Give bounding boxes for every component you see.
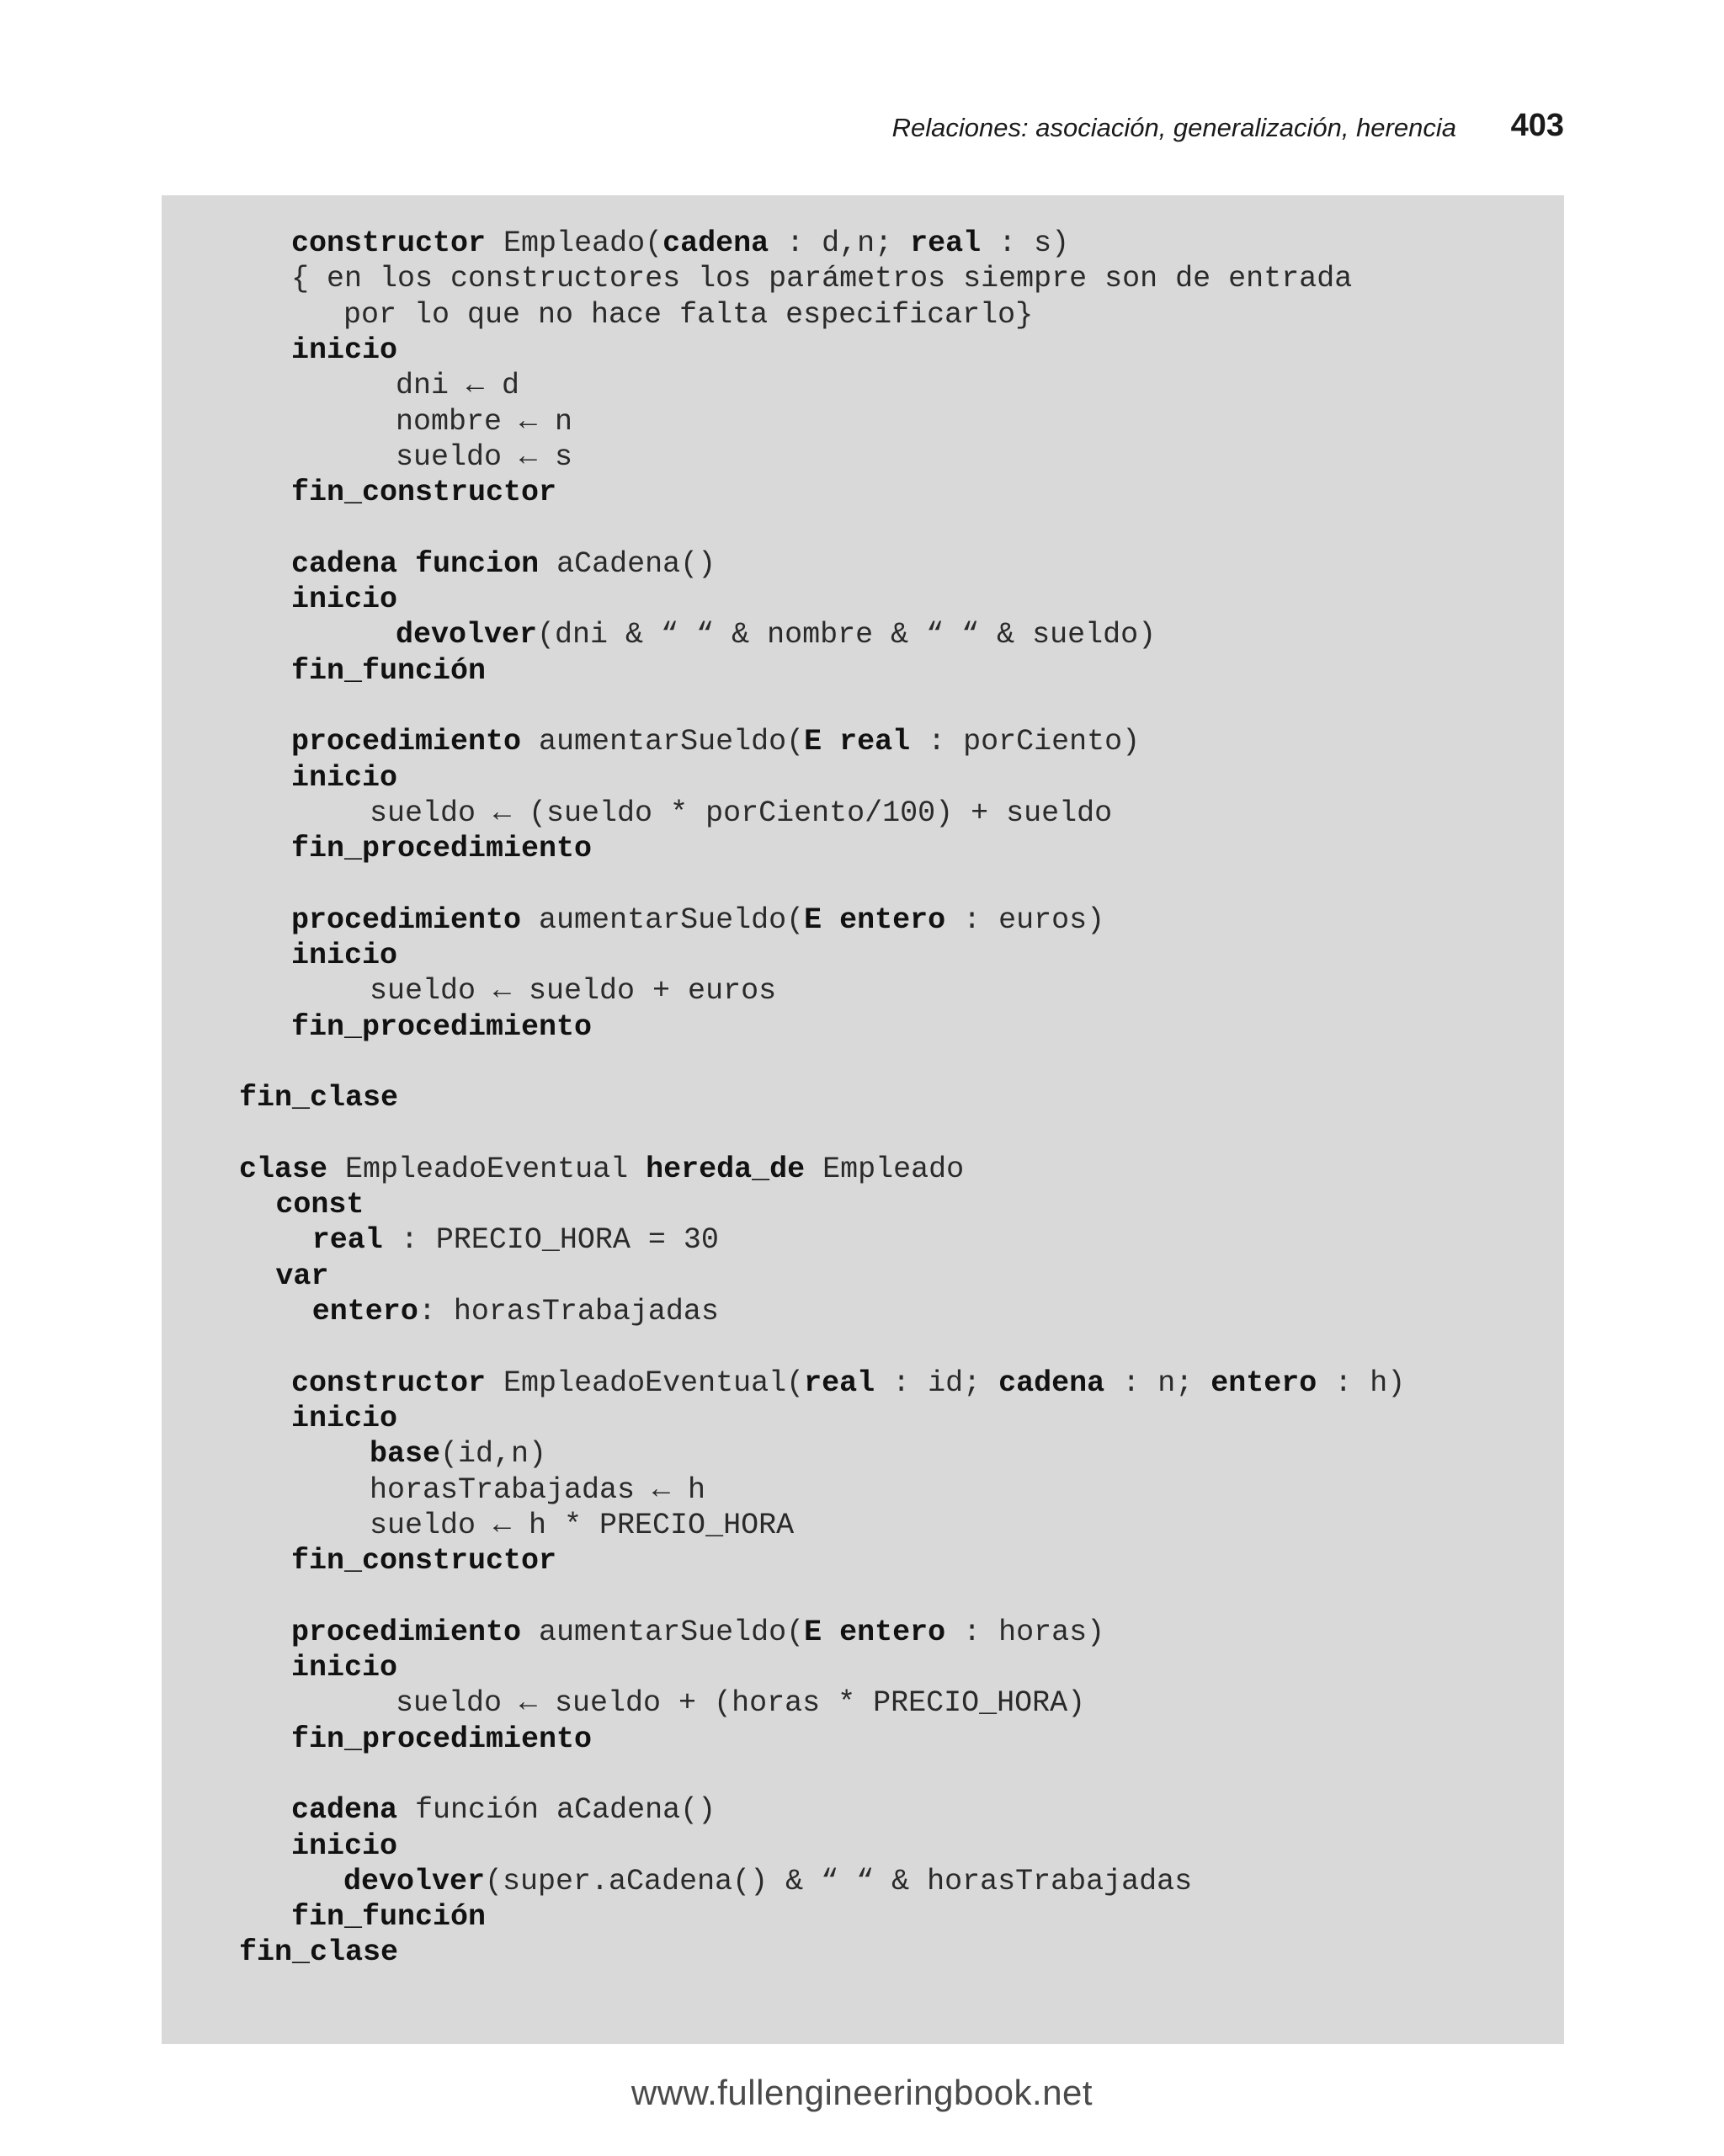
code-text: : horasTrabajadas	[418, 1295, 719, 1328]
code-keyword: fin_constructor	[291, 1544, 557, 1578]
code-text: por lo que no hace falta especificarlo}	[343, 297, 1034, 332]
code-line	[370, 1508, 794, 1543]
code-text	[397, 547, 415, 581]
code-text: Empleado	[805, 1152, 965, 1186]
code-line	[396, 404, 572, 439]
code-line	[396, 439, 572, 475]
code-text: dni ← d	[396, 369, 520, 403]
code-keyword: real	[910, 226, 982, 260]
code-keyword: procedimiento	[291, 902, 522, 937]
code-keyword: hereda_de	[646, 1152, 806, 1186]
code-keyword: fin_clase	[239, 1081, 399, 1115]
code-line	[396, 1685, 1085, 1721]
code-line	[291, 333, 397, 368]
running-title: Relaciones: asociación, generalización, herencia	[891, 113, 1456, 142]
code-keyword: cadena	[291, 1793, 398, 1828]
code-line	[312, 1222, 719, 1258]
code-keyword: clase	[239, 1152, 328, 1186]
code-text: : PRECIO_HORA = 30	[382, 1223, 719, 1258]
code-text: : porCiento)	[910, 725, 1141, 759]
code-keyword: fin_función	[291, 653, 487, 688]
code-text: horasTrabajadas ← h	[370, 1472, 706, 1507]
code-line	[291, 653, 486, 689]
code-text: sueldo ← sueldo + (horas * PRECIO_HORA)	[396, 1686, 1086, 1721]
code-line	[291, 1401, 397, 1436]
code-keyword: var	[275, 1259, 329, 1293]
code-text: : horas)	[945, 1615, 1105, 1649]
code-line	[275, 1187, 364, 1222]
code-keyword: fin_procedimiento	[291, 832, 593, 866]
code-keyword: inicio	[291, 1401, 398, 1435]
code-keyword: E entero	[804, 1615, 946, 1649]
code-line	[291, 226, 1069, 261]
code-line	[291, 938, 397, 973]
code-keyword: procedimiento	[291, 725, 522, 759]
code-keyword: fin_constructor	[291, 476, 557, 510]
code-text: (id,n)	[440, 1437, 547, 1472]
code-text: { en los constructores los parámetros siempre son de entrada	[291, 262, 1353, 296]
code-keyword: inicio	[291, 1651, 398, 1685]
code-keyword: procedimiento	[291, 1615, 522, 1649]
code-text: : d,n;	[769, 226, 911, 260]
code-line	[291, 902, 1104, 938]
code-text: (super.aCadena() & “ “ & horasTrabajadas	[485, 1864, 1193, 1898]
code-keyword: inicio	[291, 333, 398, 367]
code-line	[312, 1294, 719, 1329]
code-keyword: real	[311, 1223, 383, 1258]
code-text: función aCadena()	[397, 1793, 716, 1828]
code-text: aCadena()	[539, 546, 716, 581]
code-keyword: base	[370, 1437, 441, 1472]
code-keyword: devolver	[343, 1864, 486, 1898]
code-keyword: inicio	[291, 1829, 398, 1863]
code-keyword: fin_procedimiento	[291, 1009, 593, 1044]
code-keyword: cadena	[291, 546, 398, 581]
code-line	[291, 582, 397, 617]
code-text: sueldo ← (sueldo * porCiento/100) + sueldo	[370, 796, 1113, 830]
code-line	[396, 617, 1156, 652]
code-line	[275, 1259, 328, 1294]
code-line	[291, 1365, 1405, 1401]
pseudocode-listing	[162, 195, 1564, 2044]
code-line	[291, 261, 1352, 296]
code-keyword: entero	[1211, 1365, 1317, 1400]
footer-url: www.fullengineeringbook.net	[631, 2073, 1093, 2112]
code-line	[291, 760, 397, 796]
code-keyword: fin_procedimiento	[291, 1722, 593, 1756]
code-keyword: real	[804, 1365, 875, 1400]
page-number: 403	[1510, 108, 1564, 143]
code-text: (dni & “ “ & nombre & “ “ & sueldo)	[537, 618, 1157, 652]
code-keyword: constructor	[291, 1365, 487, 1400]
code-line	[239, 1080, 398, 1115]
code-text: Empleado(	[486, 226, 663, 260]
code-line	[396, 368, 519, 403]
code-line	[291, 1899, 486, 1935]
code-keyword: inicio	[291, 939, 398, 972]
code-line	[291, 1722, 592, 1757]
code-keyword: inicio	[291, 583, 398, 616]
code-text: aumentarSueldo(	[521, 725, 805, 759]
code-keyword: cadena	[662, 226, 769, 260]
code-text: EmpleadoEventual(	[486, 1365, 805, 1400]
code-line	[291, 831, 592, 866]
code-text: nombre ← n	[396, 404, 573, 439]
code-line	[291, 1543, 556, 1578]
code-keyword: constructor	[291, 226, 487, 260]
code-keyword: cadena	[998, 1365, 1105, 1400]
code-line	[291, 724, 1140, 759]
code-keyword: fin_clase	[239, 1935, 399, 1970]
code-text: sueldo ← sueldo + euros	[370, 974, 777, 1009]
code-line	[291, 1792, 716, 1828]
code-keyword: const	[275, 1188, 364, 1222]
code-line	[370, 796, 1112, 831]
code-keyword: E real	[804, 725, 911, 759]
code-line	[343, 297, 1033, 333]
code-line	[370, 1436, 546, 1472]
code-text: : h)	[1317, 1365, 1406, 1400]
code-text: : s)	[981, 226, 1070, 260]
code-text: : n;	[1104, 1365, 1211, 1400]
code-line	[370, 1472, 705, 1508]
code-line	[291, 1829, 397, 1864]
code-keyword: E entero	[804, 902, 946, 937]
code-keyword: funcion	[415, 546, 540, 581]
code-line	[343, 1864, 1192, 1899]
code-text: : euros)	[945, 902, 1105, 937]
code-line	[291, 1650, 397, 1685]
code-line	[291, 1009, 592, 1045]
page-header	[0, 108, 1564, 150]
code-keyword: inicio	[291, 760, 398, 795]
code-text: sueldo ← s	[396, 439, 573, 474]
code-line	[291, 1615, 1104, 1650]
code-line	[291, 546, 716, 582]
code-keyword: devolver	[396, 618, 538, 652]
code-line	[291, 475, 556, 510]
code-text: EmpleadoEventual	[327, 1152, 646, 1186]
code-line	[239, 1152, 964, 1187]
code-line	[370, 973, 776, 1009]
code-text: : id;	[875, 1365, 999, 1400]
code-line	[239, 1935, 398, 1970]
code-text: aumentarSueldo(	[521, 902, 805, 937]
code-text: sueldo ← h * PRECIO_HORA	[370, 1508, 795, 1542]
code-text: aumentarSueldo(	[521, 1615, 805, 1649]
code-keyword: entero	[311, 1295, 418, 1328]
code-keyword: fin_función	[291, 1900, 487, 1935]
